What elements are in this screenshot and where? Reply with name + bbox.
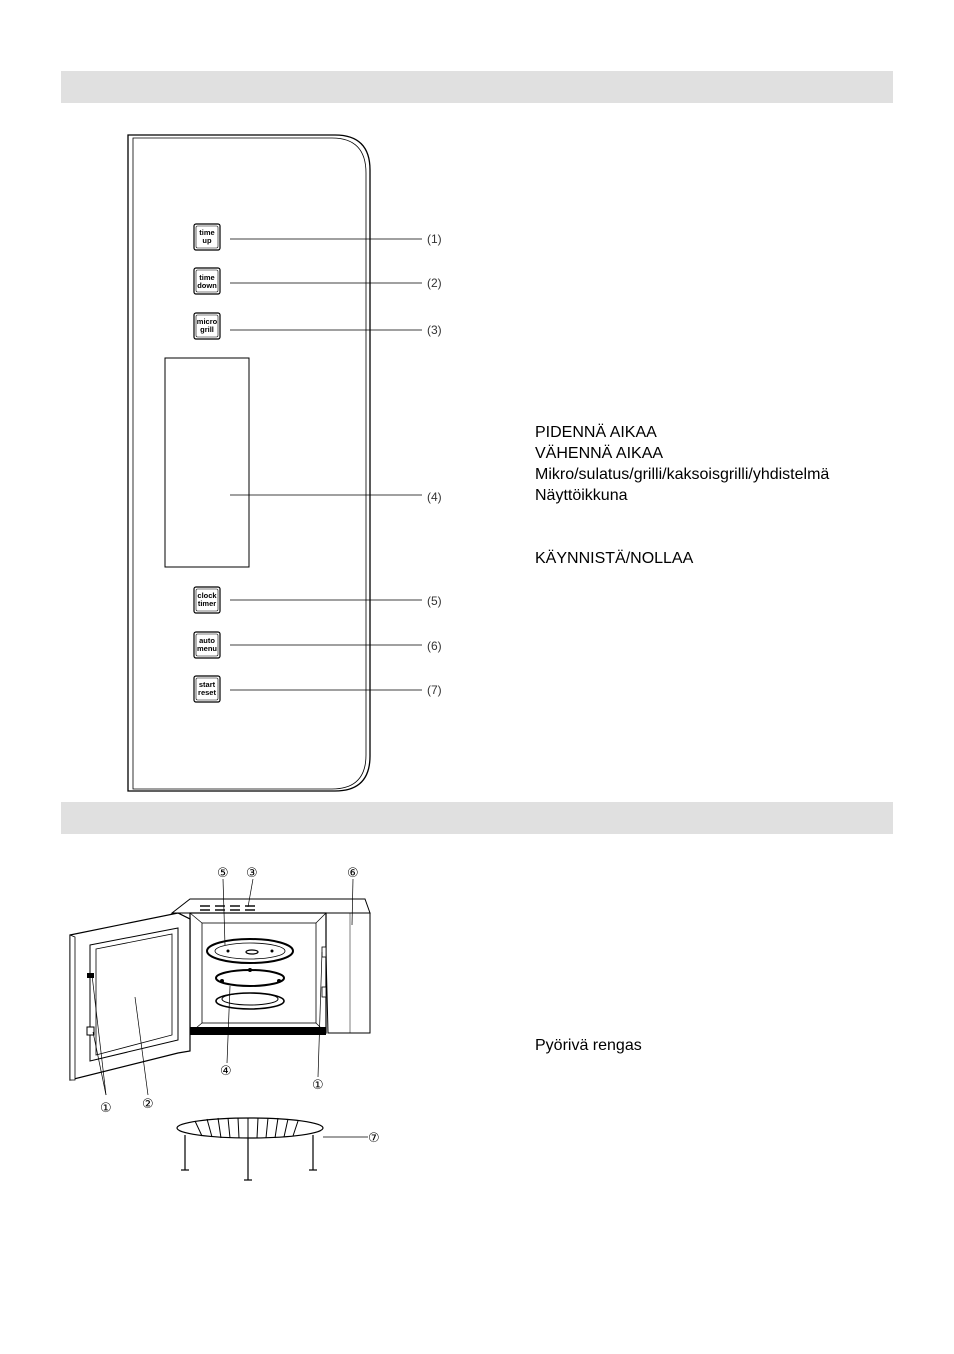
oven-diagram <box>60 855 400 1195</box>
oven-callout-4: ④ <box>220 1064 232 1079</box>
oven-callout-2: ② <box>142 1097 154 1112</box>
oven-callout-3: ③ <box>246 866 258 881</box>
leader-lines <box>230 239 422 690</box>
clock-timer-label-1: clock <box>197 591 217 600</box>
section-header-bar-top <box>61 71 893 103</box>
control-panel-diagram <box>120 125 460 795</box>
desc-time-down: VÄHENNÄ AIKAA <box>535 445 664 462</box>
callout-1: (1) <box>427 232 442 246</box>
section-header-bar-bottom <box>61 802 893 834</box>
door-latch-top <box>87 973 94 978</box>
oven-callout-6: ⑥ <box>347 866 359 881</box>
clock-timer-label-2: timer <box>197 599 217 608</box>
desc-display: Näyttöikkuna <box>535 487 628 504</box>
oven-callout-1a: ① <box>100 1101 112 1116</box>
time-up-label-1: time <box>199 228 215 237</box>
oven-side-panel <box>325 913 370 1033</box>
clock-timer-button[interactable] <box>194 587 220 613</box>
start-reset-button[interactable] <box>194 676 220 702</box>
auto-menu-label-2: menu <box>196 644 218 653</box>
desc-time-up: PIDENNÄ AIKAA <box>535 424 657 441</box>
roller-ring <box>216 970 284 986</box>
oven-callout-5: ⑤ <box>217 866 229 881</box>
micro-grill-label-1: micro <box>196 317 218 326</box>
callout-7: (7) <box>427 683 442 697</box>
desc-micro-grill: Mikro/sulatus/grilli/kaksoisgrilli/yhdistelmä <box>535 466 830 483</box>
callout-3: (3) <box>427 323 442 337</box>
oven-base <box>190 1027 326 1035</box>
desc-start-reset: KÄYNNISTÄ/NOLLAA <box>535 550 694 567</box>
callout-2: (2) <box>427 276 442 290</box>
time-down-label-2: down <box>197 281 217 290</box>
grill-rack-legs <box>181 1135 317 1180</box>
time-up-label-2: up <box>202 236 212 245</box>
time-up-button[interactable] <box>194 224 220 250</box>
display-window <box>165 358 249 567</box>
micro-grill-label-2: grill <box>200 325 214 334</box>
auto-menu-label-1: auto <box>199 636 215 645</box>
callout-4: (4) <box>427 490 442 504</box>
glass-tray <box>207 939 293 963</box>
start-reset-label-2: reset <box>198 688 216 697</box>
start-reset-label-1: start <box>198 680 216 689</box>
time-down-button[interactable] <box>194 268 220 294</box>
door-latch-bottom <box>87 1027 94 1035</box>
desc-roller-ring: Pyörivä rengas <box>535 1037 642 1054</box>
oven-callout-1b: ① <box>312 1078 324 1093</box>
time-down-label-1: time <box>199 273 215 282</box>
door-window <box>96 934 172 1055</box>
micro-grill-button[interactable] <box>194 313 220 339</box>
callout-6: (6) <box>427 639 442 653</box>
oven-callout-7: ⑦ <box>368 1131 380 1146</box>
callout-5: (5) <box>427 594 442 608</box>
auto-menu-button[interactable] <box>194 632 220 658</box>
grill-rack <box>177 1118 323 1138</box>
